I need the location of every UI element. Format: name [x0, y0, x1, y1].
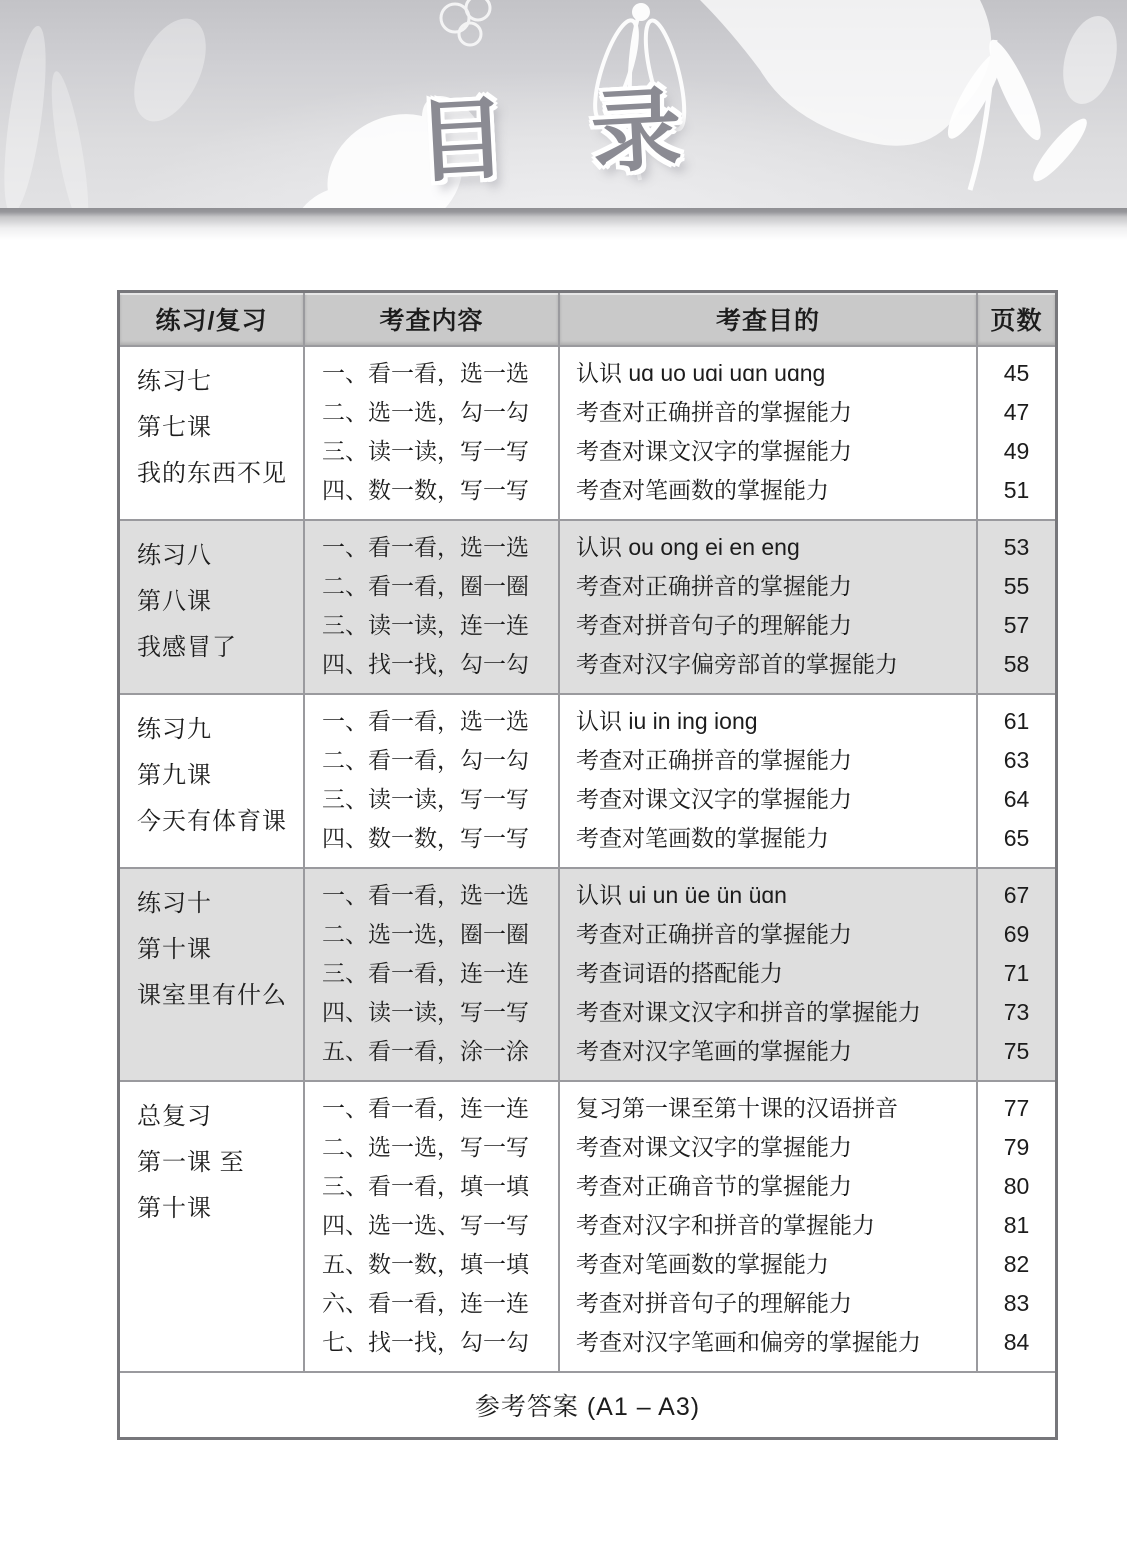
content-item: 三、读一读，连一连 [322, 612, 529, 638]
exercise-line: 第一课 至 [137, 1149, 245, 1176]
page-number: 63 [1003, 747, 1030, 773]
col-header-purpose: 考查目的 [560, 293, 978, 345]
toc-table [117, 290, 1058, 1440]
content-item: 一、看一看，选一选 [322, 708, 529, 734]
purpose-cell [560, 347, 978, 519]
exercise-line: 第九课 [137, 762, 212, 789]
col-header-pages: 页数 [978, 293, 1055, 345]
exercise-cell [120, 869, 305, 1080]
page-number: 75 [1003, 1038, 1030, 1064]
content-cell [305, 869, 560, 1080]
content-item: 七、找一找，勾一勾 [322, 1329, 529, 1355]
toc-group-exercise-7 [120, 347, 1055, 519]
content-cell [305, 695, 560, 867]
col-header-content: 考查内容 [305, 293, 560, 345]
content-item: 三、读一读，写一写 [322, 786, 529, 812]
page-number: 45 [1003, 360, 1030, 386]
exercise-line: 总复习 [137, 1103, 212, 1130]
purpose-item: 复习第一课至第十课的汉语拼音 [576, 1095, 898, 1121]
page-number: 65 [1003, 825, 1030, 851]
content-item: 四、找一找，勾一勾 [322, 651, 529, 677]
exercise-cell [120, 347, 305, 519]
content-item: 三、看一看，连一连 [322, 960, 529, 986]
purpose-cell [560, 695, 978, 867]
content-item: 五、数一数，填一填 [322, 1251, 529, 1277]
page-number: 51 [1003, 477, 1030, 503]
purpose-item: 认识 ou ong ei en eng [576, 534, 800, 560]
purpose-item: 考查词语的搭配能力 [576, 960, 783, 986]
pages-cell [978, 347, 1055, 519]
purpose-item: 考查对正确拼音的掌握能力 [576, 921, 852, 947]
exercise-line: 第七课 [137, 414, 212, 441]
content-cell [305, 1082, 560, 1371]
page-number: 61 [1003, 708, 1030, 734]
content-item: 一、看一看，连一连 [322, 1095, 529, 1121]
pages-cell [978, 521, 1055, 693]
purpose-item: 考查对课文汉字的掌握能力 [576, 1134, 852, 1160]
content-item: 三、看一看，填一填 [322, 1173, 529, 1199]
purpose-item: 考查对笔画数的掌握能力 [576, 825, 829, 851]
purpose-item: 考查对汉字笔画和偏旁的掌握能力 [576, 1329, 921, 1355]
content-item: 六、看一看，连一连 [322, 1290, 529, 1316]
page-number: 80 [1003, 1173, 1030, 1199]
purpose-item: 考查对笔画数的掌握能力 [576, 1251, 829, 1277]
page-title: 目 录 [414, 78, 714, 194]
page-number: 49 [1003, 438, 1030, 464]
page-number: 84 [1003, 1329, 1030, 1355]
col-header-exercise: 练习/复习 [120, 293, 305, 345]
content-item: 四、数一数，写一写 [322, 477, 529, 503]
page-number: 83 [1003, 1290, 1030, 1316]
banner-shadow-edge [0, 208, 1127, 240]
content-cell [305, 521, 560, 693]
purpose-cell [560, 869, 978, 1080]
purpose-item: 认识 iu in ing iong [576, 708, 758, 734]
toc-group-exercise-10 [120, 867, 1055, 1080]
exercise-line: 练习七 [137, 368, 212, 395]
purpose-item: 认识 uɑ uo uɑi uɑn uɑng [576, 360, 826, 386]
header-banner [0, 0, 1127, 208]
purpose-item: 考查对正确拼音的掌握能力 [576, 399, 852, 425]
purpose-cell [560, 521, 978, 693]
pages-cell [978, 1082, 1055, 1371]
answers-footer-label: 参考答案 (A1 – A3) [474, 1393, 701, 1421]
table-header-row [120, 293, 1055, 347]
exercise-line: 我的东西不见 [137, 460, 287, 487]
toc-group-exercise-8 [120, 519, 1055, 693]
content-item: 一、看一看，选一选 [322, 534, 529, 560]
exercise-cell [120, 521, 305, 693]
pages-cell [978, 869, 1055, 1080]
page-number: 58 [1003, 651, 1030, 677]
purpose-item: 考查对正确拼音的掌握能力 [576, 573, 852, 599]
purpose-item: 考查对课文汉字的掌握能力 [576, 786, 852, 812]
page-number: 82 [1003, 1251, 1030, 1277]
purpose-item: 考查对课文汉字和拼音的掌握能力 [576, 999, 921, 1025]
answers-footer-row [120, 1371, 1055, 1437]
exercise-line: 第十课 [137, 936, 212, 963]
toc-group-exercise-9 [120, 693, 1055, 867]
flower-icon [441, 0, 490, 45]
purpose-item: 考查对汉字笔画的掌握能力 [576, 1038, 852, 1064]
content-item: 一、看一看，选一选 [322, 360, 529, 386]
content-item: 三、读一读，写一写 [322, 438, 529, 464]
content-item: 二、看一看，勾一勾 [322, 747, 529, 773]
exercise-line: 练习八 [137, 542, 212, 569]
page-number: 81 [1003, 1212, 1030, 1238]
page-number: 67 [1003, 882, 1030, 908]
page-number: 69 [1003, 921, 1030, 947]
page-number: 55 [1003, 573, 1030, 599]
purpose-item: 认识 ui un üe ün üɑn [576, 882, 787, 908]
page-number: 79 [1003, 1134, 1030, 1160]
content-item: 二、选一选，勾一勾 [322, 399, 529, 425]
page-number: 57 [1003, 612, 1030, 638]
purpose-item: 考查对课文汉字的掌握能力 [576, 438, 852, 464]
purpose-item: 考查对正确拼音的掌握能力 [576, 747, 852, 773]
content-item: 四、读一读，写一写 [322, 999, 529, 1025]
content-cell [305, 347, 560, 519]
exercise-line: 今天有体育课 [137, 808, 287, 835]
exercise-line: 第十课 [137, 1195, 212, 1222]
page-number: 71 [1003, 960, 1030, 986]
purpose-item: 考查对正确音节的掌握能力 [576, 1173, 852, 1199]
pages-cell [978, 695, 1055, 867]
exercise-line: 我感冒了 [137, 634, 237, 661]
exercise-line: 第八课 [137, 588, 212, 615]
content-item: 二、选一选，写一写 [322, 1134, 529, 1160]
purpose-item: 考查对拼音句子的理解能力 [576, 1290, 852, 1316]
content-item: 五、看一看，涂一涂 [322, 1038, 529, 1064]
content-item: 一、看一看，选一选 [322, 882, 529, 908]
page-number: 64 [1003, 786, 1030, 812]
purpose-item: 考查对汉字偏旁部首的掌握能力 [576, 651, 898, 677]
page-number: 53 [1003, 534, 1030, 560]
page-number: 73 [1003, 999, 1030, 1025]
content-item: 二、看一看，圈一圈 [322, 573, 529, 599]
exercise-cell [120, 695, 305, 867]
exercise-line: 练习十 [137, 890, 212, 917]
purpose-item: 考查对拼音句子的理解能力 [576, 612, 852, 638]
content-item: 四、选一选、写一写 [322, 1212, 529, 1238]
purpose-item: 考查对笔画数的掌握能力 [576, 477, 829, 503]
exercise-cell [120, 1082, 305, 1371]
content-item: 二、选一选，圈一圈 [322, 921, 529, 947]
purpose-item: 考查对汉字和拼音的掌握能力 [576, 1212, 875, 1238]
purpose-cell [560, 1082, 978, 1371]
page-number: 47 [1003, 399, 1030, 425]
page-number: 77 [1003, 1095, 1030, 1121]
toc-group-final-review [120, 1080, 1055, 1371]
exercise-line: 课室里有什么 [137, 982, 287, 1009]
content-item: 四、数一数，写一写 [322, 825, 529, 851]
exercise-line: 练习九 [137, 716, 212, 743]
